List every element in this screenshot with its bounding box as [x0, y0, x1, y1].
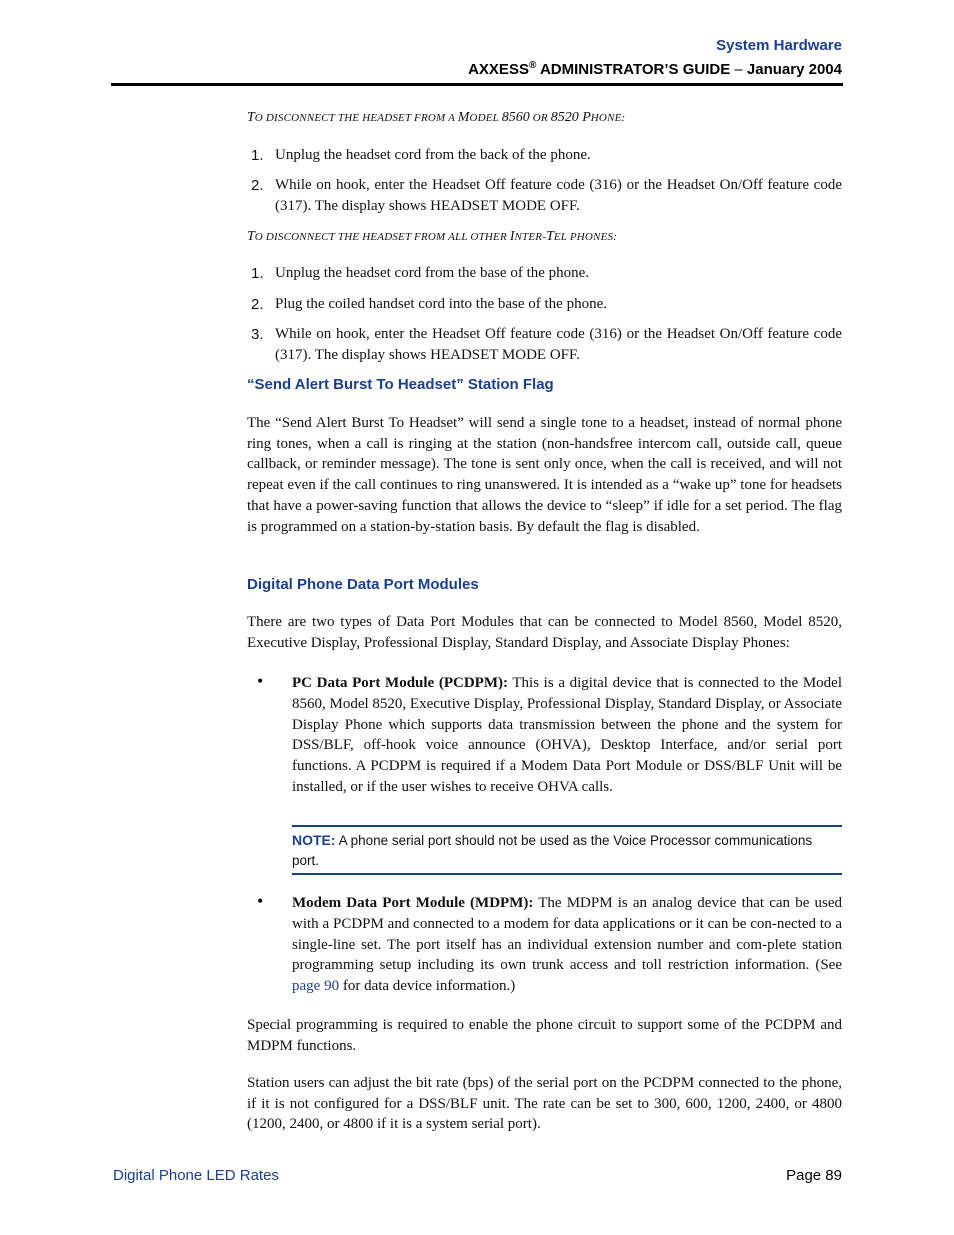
- special-programming-paragraph: Special programming is required to enable the phone circuit to support some of the PCDPM and MDPM functions.: [247, 1017, 842, 1054]
- header-rule: [111, 83, 843, 86]
- procedure-step: [247, 324, 842, 366]
- heading-char: T: [247, 229, 255, 244]
- note-label: NOTE:: [292, 832, 336, 848]
- guide-brand: AXXESS: [468, 61, 529, 78]
- heading-number: 8520 P: [550, 110, 591, 125]
- heading-smallcaps: NTER-: [514, 231, 547, 243]
- guide-date: January 2004: [746, 61, 842, 78]
- step-number: 1.: [251, 265, 264, 282]
- alert-burst-paragraph: The “Send Alert Burst To Headset” will send a single tone to a headset, instead of normal phone ring tones, when a call is ringing at the station (non-handsfree intercom call, outside call, queue callback, or reminder message). The tone is sent only once, when the call is received, and will not repeat even if the call continues to ring unanswered. It is intended as a “wake up” tone for headsets that have a power-saving function that allows the device to “sleep” if idle for a set period. The flag is programmed on a station-by-station basis. By default the flag is disabled.: [247, 415, 842, 535]
- procedure-heading-8560-8520: [247, 107, 842, 129]
- heading-char: M: [457, 110, 470, 125]
- data-port-intro-paragraph: There are two types of Data Port Modules that can be connected to Model 8560, Model 8520, Executive Display, Professional Display, Standard Display, and Associate Display Phones:: [247, 614, 842, 651]
- header-section-title: System Hardware: [716, 37, 842, 54]
- heading-smallcaps: ODEL: [469, 112, 502, 124]
- step-text: Unplug the headset cord from the base of the phone.: [275, 265, 590, 281]
- title-separator: –: [730, 61, 747, 78]
- procedure-heading-other-phones: [247, 226, 842, 248]
- heading-smallcaps: HONE:: [590, 112, 626, 124]
- section-heading-data-port-modules: Digital Phone Data Port Modules: [247, 576, 479, 593]
- bullet-label: PC Data Port Module (PCDPM):: [292, 675, 508, 691]
- bullet-text: [292, 673, 842, 798]
- page-90-link[interactable]: page 90: [292, 978, 340, 995]
- bullet-body-end: for data device information.): [339, 978, 516, 995]
- heading-smallcaps: O DISCONNECT THE HEADSET FROM ALL OTHER: [254, 231, 510, 243]
- step-text: Plug the coiled handset cord into the base of the phone.: [275, 296, 607, 312]
- step-number: 1.: [251, 147, 264, 164]
- procedure-step: [247, 175, 842, 217]
- procedure-step: [247, 145, 842, 166]
- registered-mark: ®: [528, 60, 537, 71]
- bullet-icon: •: [257, 891, 264, 911]
- bullet-icon: •: [257, 671, 264, 691]
- footer-page-number: Page 89: [786, 1167, 842, 1184]
- note-text: A phone serial port should not be used as the Voice Processor communications port.: [292, 833, 813, 868]
- bullet-label: Modem Data Port Module (MDPM):: [292, 895, 534, 911]
- guide-name: ADMINISTRATOR’S GUIDE: [536, 61, 731, 78]
- heading-char: I: [509, 229, 515, 244]
- heading-smallcaps: OR: [529, 112, 551, 124]
- header-guide-title: [468, 60, 842, 78]
- procedure-step: [247, 263, 842, 284]
- step-text: Unplug the headset cord from the back of the phone.: [275, 147, 591, 163]
- step-number: 3.: [251, 326, 264, 343]
- bullet-item-mdpm: [247, 893, 842, 997]
- footer-chapter-title: Digital Phone LED Rates: [113, 1167, 279, 1184]
- note-box: [292, 825, 842, 875]
- bullet-text: [292, 893, 842, 997]
- procedure-step: [247, 294, 842, 315]
- bullet-item-pcdpm: [247, 673, 842, 798]
- heading-smallcaps: O DISCONNECT THE HEADSET FROM A: [254, 112, 458, 124]
- section-heading-alert-burst: “Send Alert Burst To Headset” Station Flag: [247, 376, 554, 393]
- bullet-body: The MDPM is an analog device that can be used with a PCDPM and connected to a modem for data applications or it can be con-nected to a single-line set. The port itself has an individual extension number and com-plete station programming setup including its own trunk access and toll restriction information. (See: [292, 895, 842, 974]
- heading-char: T: [247, 110, 255, 125]
- step-number: 2.: [251, 177, 264, 194]
- heading-number: 8560: [501, 110, 530, 125]
- heading-smallcaps: EL PHONES:: [553, 231, 618, 243]
- heading-char: T: [546, 229, 554, 244]
- bit-rate-paragraph: Station users can adjust the bit rate (bps) of the serial port on the PCDPM connected to the phone, if it is not configured for a DSS/BLF unit. The rate can be set to 300, 600, 1200, 2400, or 4800 (1200, 2400, or 4800 if it is a system serial port).: [247, 1075, 842, 1133]
- step-text: While on hook, enter the Headset Off feature code (316) or the Headset On/Off feature code (317). The display shows HEADSET MODE OFF.: [275, 326, 842, 363]
- bullet-body: This is a digital device that is connected to the Model 8560, Model 8520, Executive Display, Professional Display, Standard Display, or Associate Display Phone which supports data transmission between the phone and the system for DSS/BLF, off-hook voice announce (OHVA), Desktop Interface, and/or serial port functions. A PCDPM is required if a Modem Data Port Module or DSS/BLF Unit will be installed, or if the user wishes to receive OHVA calls.: [292, 675, 842, 795]
- step-text: While on hook, enter the Headset Off feature code (316) or the Headset On/Off feature code (317). The display shows HEADSET MODE OFF.: [275, 177, 842, 214]
- step-number: 2.: [251, 296, 264, 313]
